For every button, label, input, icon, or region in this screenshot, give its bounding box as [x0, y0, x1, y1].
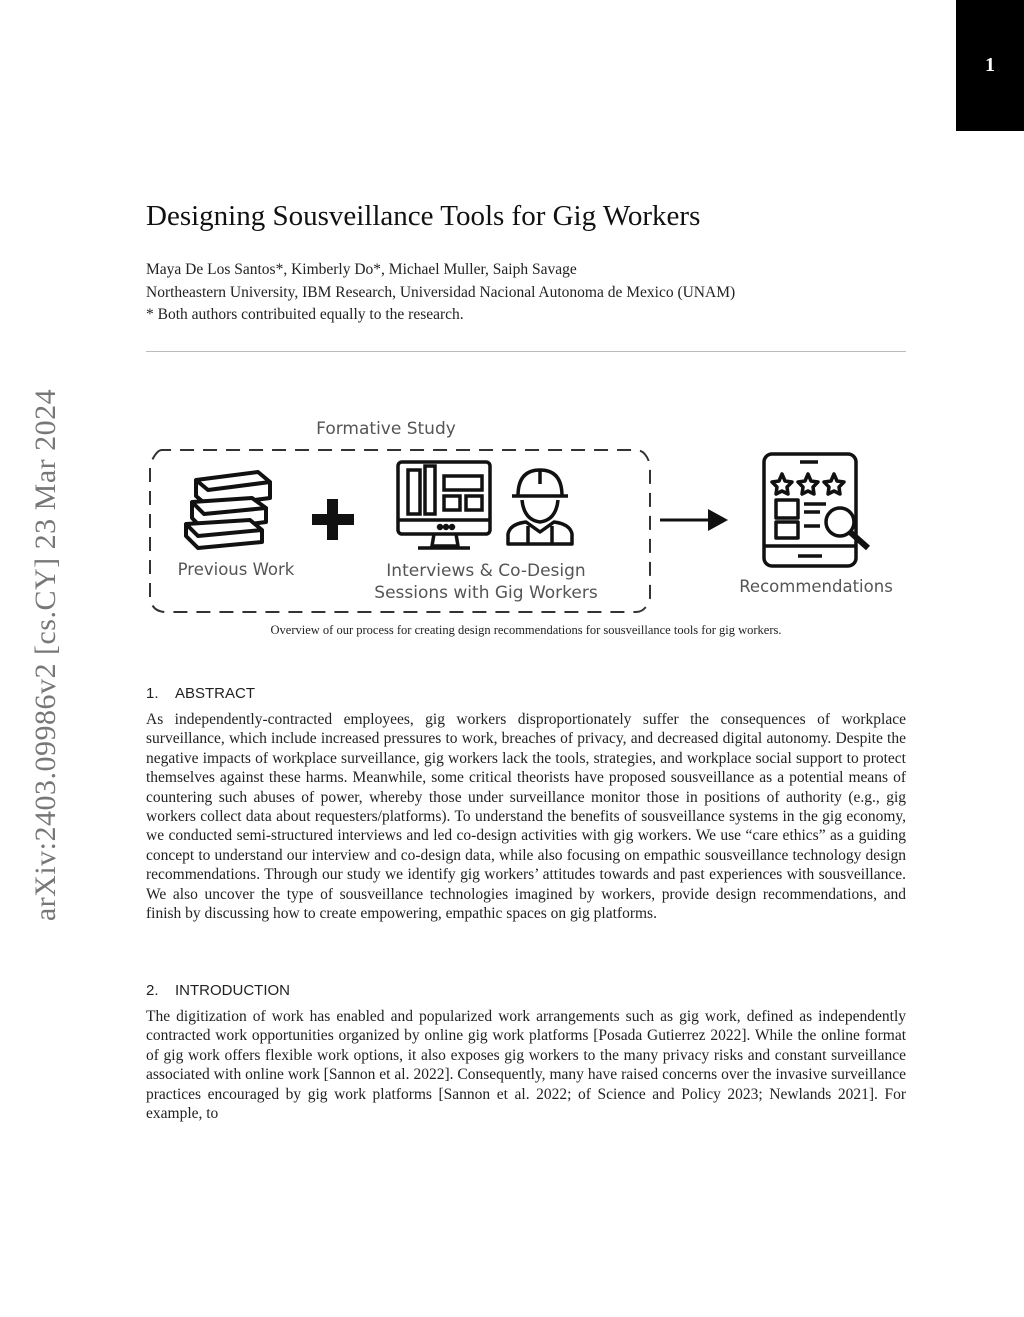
abstract-heading	[146, 685, 906, 702]
formative-study-label: Formative Study	[316, 419, 456, 439]
header-divider	[146, 351, 906, 352]
introduction-heading-label: INTRODUCTION	[175, 982, 290, 999]
interviews-label-line1: Interviews & Co-Design	[386, 561, 586, 581]
worker-icon	[508, 470, 572, 544]
figure-caption: Overview of our process for creating design recommendations for sousveillance tools for gig workers.	[270, 623, 782, 637]
abstract-heading-number: 1.	[146, 685, 159, 702]
recommendations-label: Recommendations	[739, 577, 893, 596]
previous-work-label: Previous Work	[177, 560, 295, 579]
interviews-label-line2: Sessions with Gig Workers	[374, 583, 598, 603]
page-number: 1	[985, 54, 995, 76]
abstract-paragraph: As independently-contracted employees, gig workers disproportionately suffer the consequences of workplace surveillance, which include increased pressures to work, breaches of privacy, and decreased digital autonomy. Despite the negative impacts of workplace surveillance, gig workers lack the tools, strategies, and workplace social support to protect themselves against these harms. Meanwhile, some critical theorists have proposed sousveillance as a potential means of countering such abuses of power, whereby those under surveillance monitor those in positions of authority (e.g., gig workers collect data about requesters/platforms). To understand the benefits of sousveillance systems in the gig economy, we conducted semi-structured interviews and led co-design activities with gig workers. We use “care ethics” as a guiding concept to understand our interview and co-design data, while also focusing on empathic sousveillance technology design recommendations. Through our study we identify gig workers’ attitudes towards and past experiences with sousveillance. We also uncover the type of sousveillance technologies imagined by workers, provide design recommendations, and finish by discussing how to create empowering, empathic spaces on gig platforms.	[146, 711, 906, 923]
affiliation-list: Northeastern University, IBM Research, Universidad Nacional Autonoma de Mexico (UNAM)	[146, 284, 736, 301]
page-number-tab	[956, 0, 1024, 131]
paper-title: Designing Sousveillance Tools for Gig Workers	[146, 200, 701, 232]
phone-review-icon	[764, 454, 868, 566]
arxiv-identifier: arXiv:2403.09986v2 [cs.CY] 23 Mar 2024	[29, 388, 62, 922]
equal-contribution-note: * Both authors contribuited equally to the research.	[146, 306, 464, 323]
plus-icon	[312, 499, 354, 540]
author-list: Maya De Los Santos*, Kimberly Do*, Michael Muller, Saiph Savage	[146, 261, 577, 278]
books-icon	[186, 472, 270, 548]
introduction-paragraph: The digitization of work has enabled and popularized work arrangements such as gig work, defined as independently contracted work opportunities organized by online gig work platforms [Posada Gutierrez 2022]. While the online format of gig work offers flexible work options, it also exposes gig workers to the many privacy risks and constant surveillance associated with online work [Sannon et al. 2022]. Consequently, many have raised concerns over the invasive surveillance practices encouraged by gig work platforms [Sannon et al. 2022; of Science and Policy 2023; Newlands 2021]. For example, to	[146, 1008, 906, 1123]
abstract-heading-label: ABSTRACT	[175, 685, 256, 702]
introduction-heading	[146, 982, 906, 999]
overview-figure	[146, 410, 916, 620]
introduction-heading-number: 2.	[146, 982, 159, 999]
design-monitor-icon	[398, 462, 490, 548]
arrow-right-icon	[660, 509, 728, 531]
